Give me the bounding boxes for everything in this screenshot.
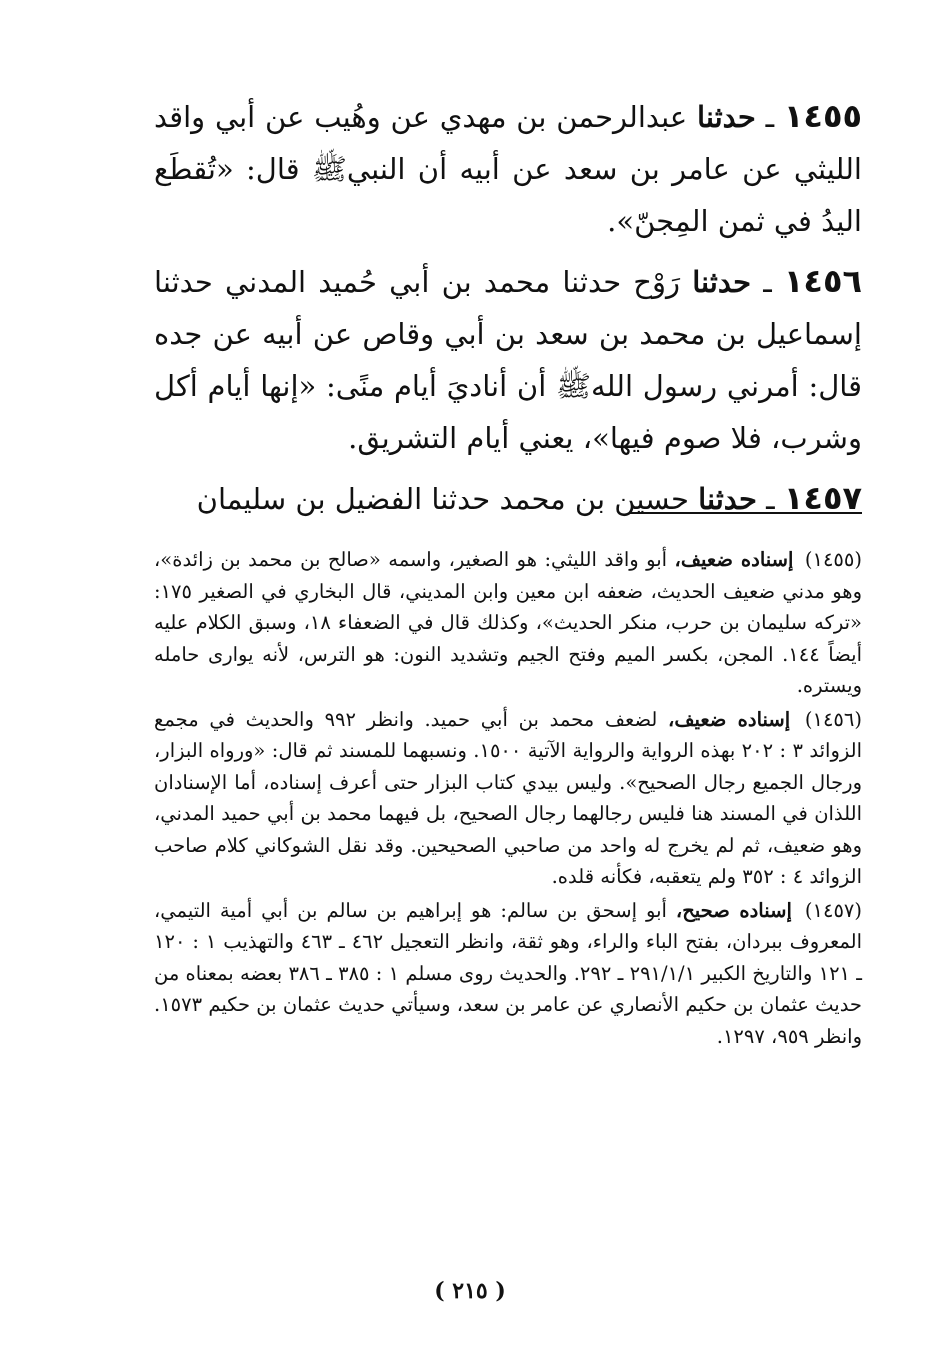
hadith-keyword: حدثنا (698, 482, 757, 516)
footnote-text: أبو إسحق بن سالم: هو إبراهيم بن سالم بن أبي أمية التيمي، المعروف ببردان، بفتح الباء والراء، وهو ثقة، وانظر التعجيل ٤٦٢ ـ ٤٦٣ والتهذيب ١ : ١٢٠ ـ ١٢١ والتاريخ الكبير ٢٩١/١/١ ـ ٢٩٢. والحديث روى مسلم ١ : ٣٨٥ ـ ٣٨٦ بعضه بمعناه من حديث عثمان بن حكيم الأنصاري عن عامر بن سعد، وسيأتي حديث عثمان بن حكيم ١٥٧٣. وانظر ٩٥٩، ١٢٩٧. (154, 898, 862, 1048)
hadith-text: عبدالرحمن بن مهدي عن وهُيب عن أبي واقد الليثي عن عامر بن سعد عن أبيه أن النبيﷺ قال: «تُقطَع اليدُ في ثمن المِجنّ». (154, 100, 862, 238)
hadith-text: رَوْح حدثنا محمد بن أبي حُميد المدني حدثنا إسماعيل بن محمد بن سعد بن أبي وقاص عن أبيه عن جده قال: أمرني رسول اللهﷺ أن أناديَ أيام منًى: «إنها أيام أكل وشرب، فلا صوم فيها»، يعني أيام التشريق. (154, 265, 862, 455)
footnote-ref: (١٤٥٥) (804, 548, 862, 571)
footnote-1455 (154, 544, 862, 702)
footnote-keyword: إسناده صحيح، (675, 898, 792, 922)
hadith-keyword: حدثنا (692, 265, 752, 299)
page-number: ( ٢١٥ ) (434, 1278, 506, 1304)
footnotes (154, 544, 862, 1054)
hadith-number: ١٤٥٧ (783, 479, 862, 517)
footnote-1456 (154, 704, 862, 893)
hadith-body (154, 90, 862, 533)
footnote-ref: (١٤٥٧) (804, 898, 863, 922)
hadith-1456: ١٤٥٦ ـ حدثنا رَوْح حدثنا محمد بن أبي حُميد المدني حدثنا إسماعيل بن محمد بن سعد بن أبي وقاص عن أبيه عن جده قال: أمرني رسول اللهﷺ أن أناديَ أيام منًى: «إنها أيام أكل وشرب، فلا صوم فيها»، يعني أيام التشريق. (154, 262, 863, 455)
footnote-text: أبو واقد الليثي: هو الصغير، واسمه «صالح بن محمد بن زائدة»، وهو مدني ضعيف الحديث، ضعفه ابن معين وابن المديني، قال البخاري في الصغير ١٧٥: «تركه سليمان بن حرب، منكر الحديث»، وكذلك قال في الضعفاء ١٨، وسبق الكلام عليه أيضاً ١٤٤. المجن، بكسر الميم وفتح الجيم وتشديد النون: هو الترس، لأنه يوارى حامله ويستره. (154, 548, 862, 697)
footnote-ref: (١٤٥٦) (804, 707, 862, 731)
hadith-1457: ١٤٥٧ ـ حدثنا حسين بن محمد حدثنا الفضيل بن سليمان (196, 479, 862, 517)
footnote-text: لضعف محمد بن أبي حميد. وانظر ٩٩٢ والحديث في مجمع الزوائد ٣ : ٢٠٢ بهذه الرواية والرواية الآتية ١٥٠٠. ونسبهما للمسند ثم قال: «ورواه البزار، ورجال الجميع رجال الصحيح». وليس بيدي كتاب البزار حتى أعرف إسناده، أما الإسنادان اللذان في المسند هنا فليس رجالهما رجال الصحيح، بل فيهما محمد بن أبي حميد المدني، وهو ضعيف، ثم لم يخرج له واحد من صاحبي الصحيحين. وقد نقل الشوكاني كلام صاحب الزوائد ٤ : ٣٥٢ ولم يتعقبه، فكأنه قلده. (154, 707, 862, 888)
hadith-1455: ١٤٥٥ ـ حدثنا عبدالرحمن بن مهدي عن وهُيب عن أبي واقد الليثي عن عامر بن سعد عن أبيه أن النبيﷺ قال: «تُقطَع اليدُ في ثمن المِجنّ». (154, 97, 863, 238)
hadith-number: ١٤٥٥ (783, 97, 863, 135)
hadith-keyword: حدثنا (696, 100, 756, 134)
footnote-separator (630, 512, 862, 514)
footnote-keyword: إسناده ضعيف، (668, 707, 791, 731)
footnote-1457 (154, 895, 862, 1053)
hadith-number: ١٤٥٦ (783, 262, 863, 300)
hadith-text: حسين بن محمد حدثنا الفضيل بن سليمان (196, 482, 689, 516)
footnote-keyword: إسناده ضعيف، (674, 548, 794, 571)
